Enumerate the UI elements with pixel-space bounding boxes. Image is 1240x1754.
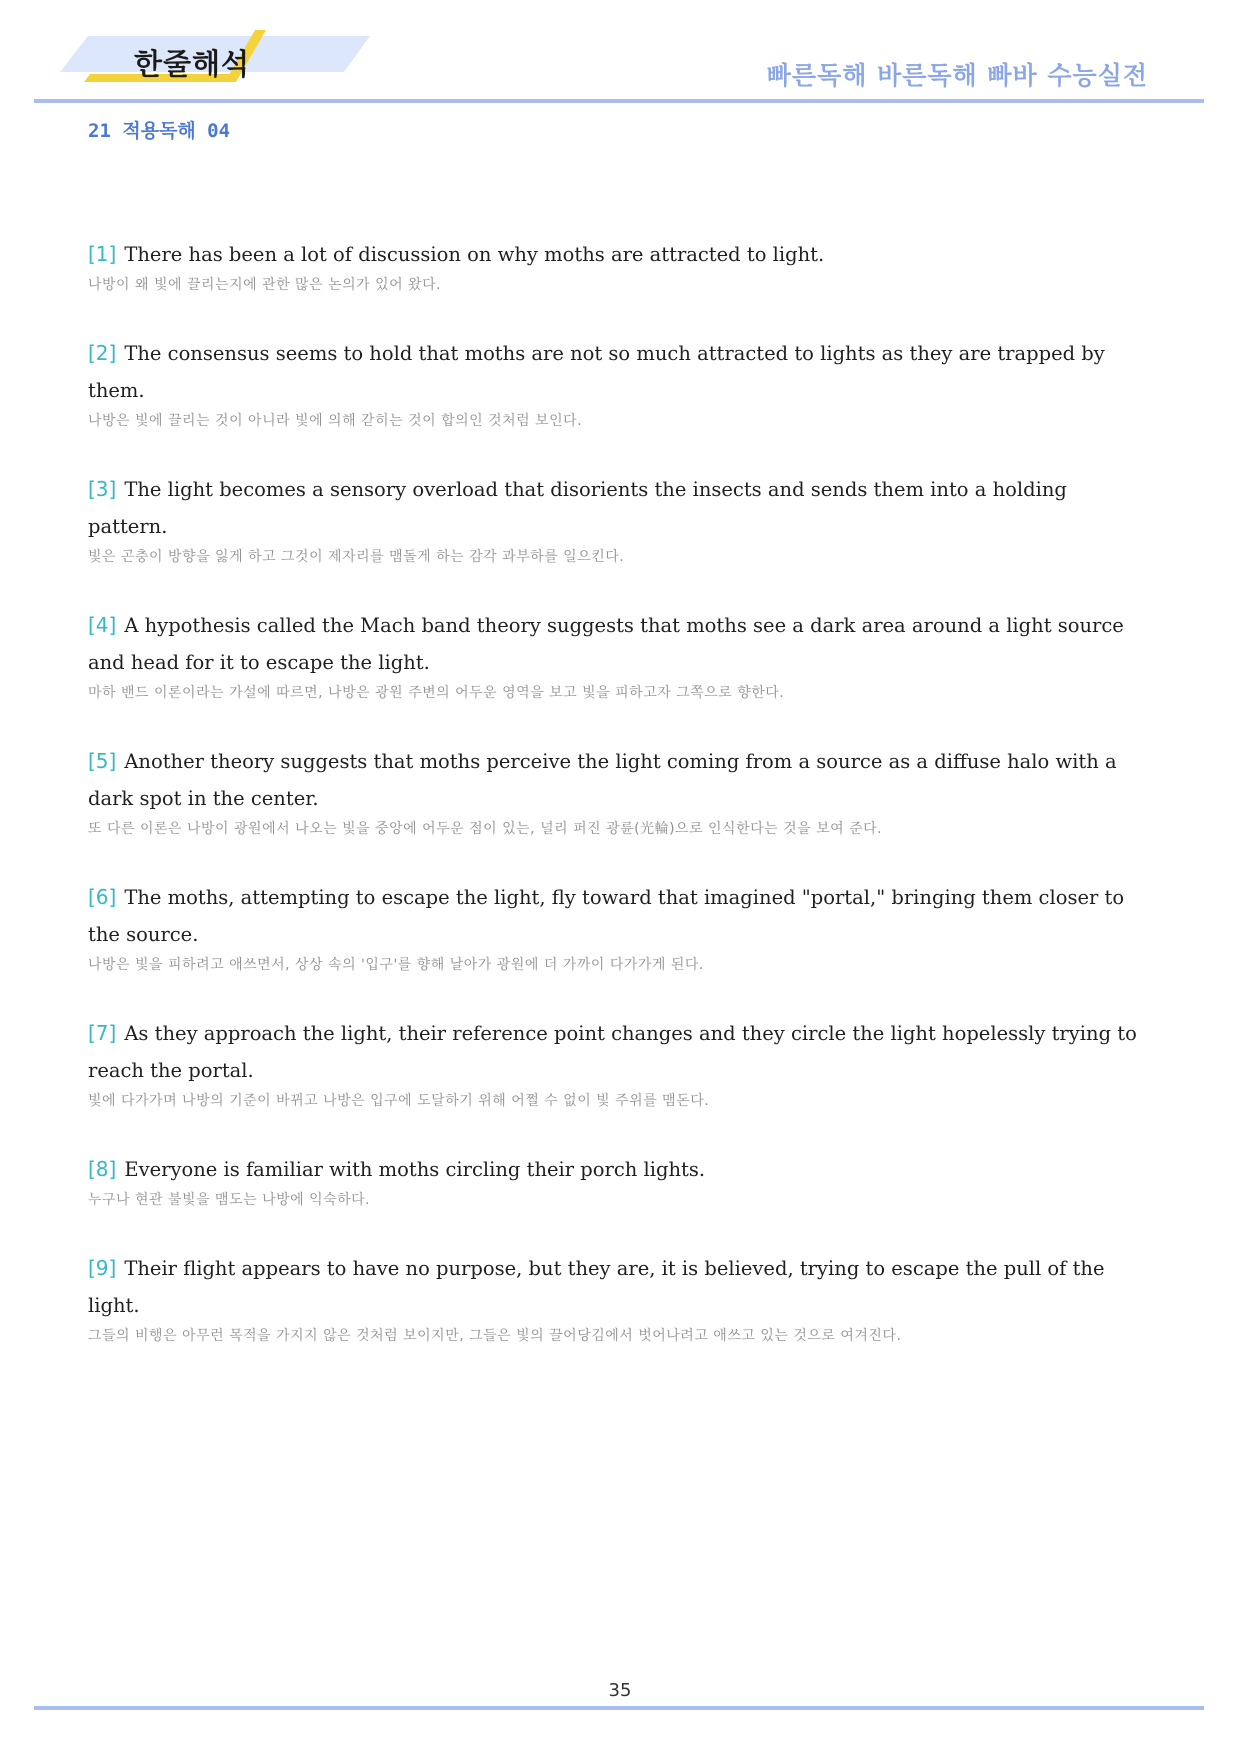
sentence-number: [5]: [88, 749, 117, 773]
sentence-item-2: [88, 335, 1148, 431]
header-divider: [34, 99, 1204, 103]
sentence-list: [88, 236, 1148, 1386]
english-text: Their flight appears to have no purpose, but they are, it is believed, trying to escape the pull of the light.: [88, 1257, 1105, 1317]
book-title: 빠른독해 바른독해 빠바 수능실전: [766, 61, 1148, 90]
korean-translation: 나방이 왜 빛에 끌리는지에 관한 많은 논의가 있어 왔다.: [88, 277, 442, 293]
logo-text: 한줄해석: [134, 47, 251, 81]
english-sentence: [88, 743, 1148, 817]
english-sentence: [88, 607, 1148, 681]
korean-translation: 그들의 비행은 아무런 목적을 가지지 않은 것처럼 보이지만, 그들은 빛의 끌어당김에서 벗어나려고 애쓰고 있는 것으로 여겨진다.: [88, 1328, 902, 1344]
english-sentence: [88, 1015, 1148, 1089]
sentence-number: [8]: [88, 1157, 117, 1181]
sentence-item-9: [88, 1250, 1148, 1346]
english-sentence: [88, 879, 1148, 953]
english-text: The moths, attempting to escape the light, fly toward that imagined "portal," bringing them closer to the source.: [88, 886, 1125, 946]
page-number: 35: [608, 1680, 632, 1701]
korean-translation: 나방은 빛을 피하려고 애쓰면서, 상상 속의 '입구'를 향해 날아가 광원에 더 가까이 다가가게 된다.: [88, 957, 704, 973]
page-header: [0, 0, 1240, 110]
english-sentence: [88, 335, 1148, 409]
sentence-item-7: [88, 1015, 1148, 1111]
korean-translation: 빛은 곤충이 방향을 잃게 하고 그것이 제자리를 맴돌게 하는 감각 과부하를 일으킨다.: [88, 549, 625, 565]
korean-translation: 빛에 다가가며 나방의 기준이 바뀌고 나방은 입구에 도달하기 위해 어쩔 수 없이 빛 주위를 맴돈다.: [88, 1093, 710, 1109]
english-text: Another theory suggests that moths perceive the light coming from a source as a diffuse halo with a dark spot in the center.: [88, 750, 1117, 810]
sentence-number: [3]: [88, 477, 117, 501]
sentence-number: [7]: [88, 1021, 117, 1045]
sentence-number: [6]: [88, 885, 117, 909]
sentence-number: [2]: [88, 341, 117, 365]
sentence-item-6: [88, 879, 1148, 975]
sentence-item-3: [88, 471, 1148, 567]
sentence-item-1: [88, 236, 1148, 295]
english-sentence: [88, 1151, 1148, 1188]
english-text: A hypothesis called the Mach band theory suggests that moths see a dark area around a light source and head for it to escape the light.: [88, 614, 1124, 674]
korean-translation: 마하 밴드 이론이라는 가설에 따르면, 나방은 광원 주변의 어두운 영역을 보고 빛을 피하고자 그쪽으로 향한다.: [88, 685, 785, 701]
english-sentence: [88, 1250, 1148, 1324]
sentence-number: [1]: [88, 242, 117, 266]
sentence-item-4: [88, 607, 1148, 703]
sentence-number: [9]: [88, 1256, 117, 1280]
english-sentence: [88, 236, 1148, 273]
korean-translation: 누구나 현관 불빛을 맴도는 나방에 익숙하다.: [88, 1192, 371, 1208]
sentence-item-8: [88, 1151, 1148, 1210]
korean-translation: 또 다른 이론은 나방이 광원에서 나오는 빛을 중앙에 어두운 점이 있는, 널리 퍼진 광륜(光輪)으로 인식한다는 것을 보여 준다.: [88, 821, 883, 837]
sentence-item-5: [88, 743, 1148, 839]
english-text: Everyone is familiar with moths circling their porch lights.: [124, 1158, 706, 1181]
english-text: There has been a lot of discussion on why moths are attracted to light.: [124, 243, 825, 266]
footer-divider: [34, 1706, 1204, 1710]
english-text: The consensus seems to hold that moths are not so much attracted to lights as they are trapped by them.: [88, 342, 1105, 402]
english-sentence: [88, 471, 1148, 545]
english-text: The light becomes a sensory overload that disorients the insects and sends them into a holding pattern.: [88, 478, 1067, 538]
sentence-number: [4]: [88, 613, 117, 637]
english-text: As they approach the light, their reference point changes and they circle the light hopelessly trying to reach the portal.: [88, 1022, 1137, 1082]
section-label: 21 적용독해 04: [88, 120, 231, 142]
korean-translation: 나방은 빛에 끌리는 것이 아니라 빛에 의해 갇히는 것이 합의인 것처럼 보인다.: [88, 413, 583, 429]
